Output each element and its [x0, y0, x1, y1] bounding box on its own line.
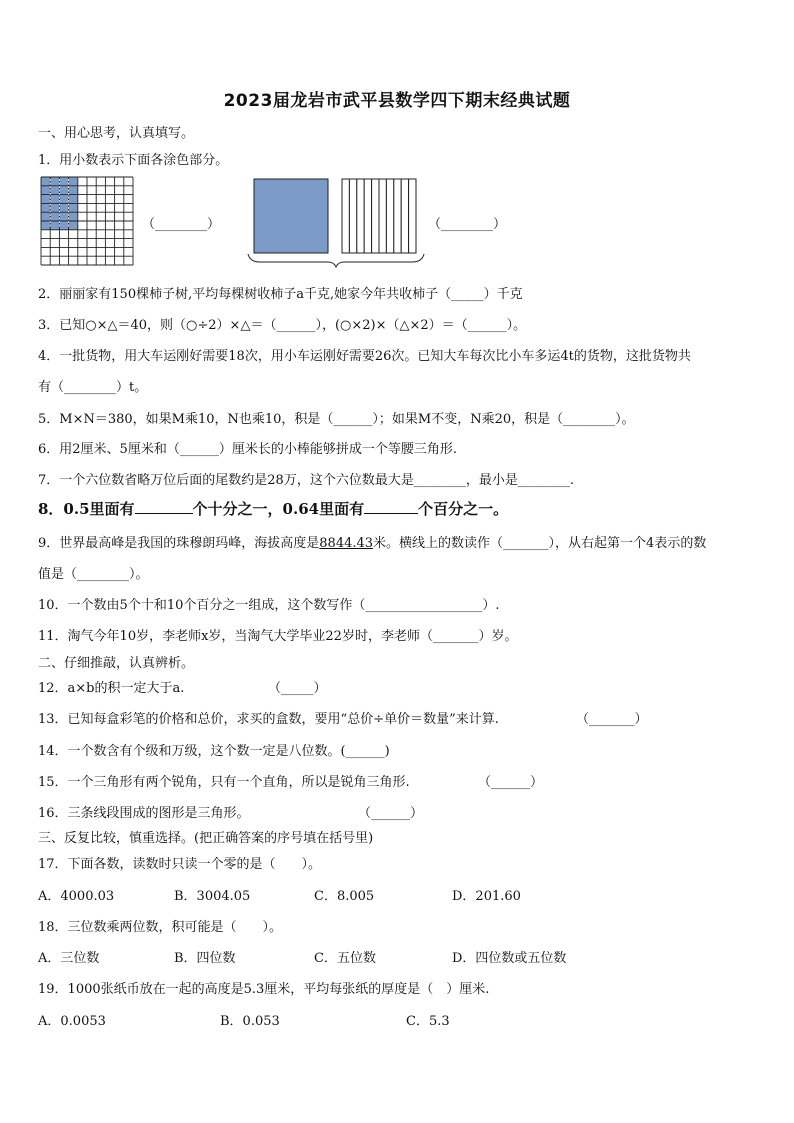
question-2: 2．丽丽家有150棵柿子树,平均每棵树收柿子a千克,她家今年共收柿子（_____）千克 — [38, 287, 523, 302]
tenth-strip — [386, 179, 393, 253]
question-9-line-2: 值是（________）。 — [38, 567, 149, 582]
question-8-blank-2 — [364, 501, 418, 514]
question-9-underlined-number: 8844.43 — [319, 536, 374, 551]
question-7: 7．一个六位数省略万位后面的尾数约是28万，这个六位数最大是________，最小是________. — [38, 473, 574, 488]
question-8-part-3: 个百分之一。 — [418, 500, 509, 518]
question-11: 11．淘气今年10岁，李老师x岁，当淘气大学毕业22岁时，李老师（_______）岁。 — [38, 629, 518, 644]
square-and-strips-figure — [246, 174, 426, 268]
question-8-part-2: 个十分之一，0.64里面有 — [192, 500, 365, 518]
tenth-strip — [357, 179, 364, 253]
section-1-heading: 一、用心思考，认真填写。 — [38, 126, 195, 141]
question-13: 13．已知每盒彩笔的价格和总价，求买的盒数，要用“总价÷单价＝数量”来计算. — [38, 712, 499, 727]
tenth-strip — [401, 179, 408, 253]
q18-option-b: B．四位数 — [174, 951, 236, 966]
curly-brace — [248, 254, 424, 267]
question-9-text-2: 米。横线上的数读作（_______），从右起第一个4表示的数 — [373, 536, 707, 551]
question-19: 19．1000张纸币放在一起的高度是5.3厘米，平均每张纸的厚度是（ ）厘米. — [38, 982, 490, 997]
question-15: 15．一个三角形有两个锐角，只有一个直角，所以是锐角三角形. — [38, 775, 410, 790]
tenth-strip — [394, 179, 401, 253]
question-4-line-1: 4．一批货物，用大车运刚好需要18次，用小车运刚好需要26次。已知大车每次比小车多运4t的货物，这批货物共 — [38, 349, 691, 364]
tenth-strip — [372, 179, 379, 253]
question-4-line-2: 有（________）t。 — [38, 380, 148, 395]
tenth-strip — [349, 179, 356, 253]
question-8 — [38, 498, 508, 519]
answer-blank-fig1: （________） — [142, 217, 221, 232]
q17-option-b: B．3004.05 — [174, 889, 251, 904]
question-9-text-1: 9．世界最高峰是我国的珠穆朗玛峰，海拔高度是 — [38, 536, 320, 551]
section-3-heading: 三、反复比较，慎重选择。(把正确答案的序号填在括号里) — [38, 831, 374, 846]
question-8-part-1: 8．0.5里面有 — [38, 500, 135, 518]
question-3: 3．已知○×△＝40，则（○÷2）×△＝（______），(○×2)×（△×2）＝（______）。 — [38, 318, 527, 333]
question-6: 6．用2厘米、5厘米和（______）厘米长的小棒能够拼成一个等腰三角形. — [38, 442, 457, 457]
question-17: 17．下面各数，读数时只读一个零的是（ ）。 — [38, 857, 322, 872]
page-title: 2023届龙岩市武平县数学四下期末经典试题 — [223, 91, 571, 111]
question-12: 12．a×b的积一定大于a. — [38, 681, 185, 696]
answer-blank-fig2: （________） — [428, 217, 507, 232]
q17-option-d: D．201.60 — [452, 889, 521, 904]
question-16: 16．三条线段围成的图形是三角形。 — [38, 806, 250, 821]
question-14: 14．一个数含有个级和万级，这个数一定是八位数。(______) — [38, 744, 390, 759]
q18-option-d: D．四位数或五位数 — [452, 951, 567, 966]
tenth-strip — [342, 179, 349, 253]
tenth-strip — [364, 179, 371, 253]
q19-option-b: B．0.053 — [220, 1014, 280, 1029]
hundred-grid-figure — [40, 176, 134, 266]
question-16-answer-blank: （______） — [358, 806, 424, 821]
section-2-heading: 二、仔细推敲，认真辨析。 — [38, 656, 195, 671]
tenth-strip — [379, 179, 386, 253]
question-5: 5．M×N＝380，如果M乘10，N也乘10，积是（______）；如果M不变，N乘20，积是（________）。 — [38, 412, 635, 427]
question-12-answer-blank: （_____） — [268, 681, 327, 696]
question-10: 10．一个数由5个十和10个百分之一组成，这个数写作（__________________）. — [38, 598, 500, 613]
question-15-answer-blank: （______） — [478, 775, 544, 790]
shaded-whole-square — [254, 179, 328, 253]
q19-option-c: C．5.3 — [406, 1014, 450, 1029]
q19-option-a: A．0.0053 — [38, 1014, 106, 1029]
question-1: 1．用小数表示下面各涂色部分。 — [38, 153, 229, 168]
q18-option-a: A．三位数 — [38, 951, 100, 966]
question-9-line-1 — [38, 532, 706, 551]
q17-option-a: A．4000.03 — [38, 889, 115, 904]
tenth-strip — [409, 179, 416, 253]
question-8-blank-1 — [135, 501, 193, 514]
q17-option-c: C．8.005 — [314, 889, 375, 904]
question-13-answer-blank: （_______） — [576, 712, 648, 727]
q18-option-c: C．五位数 — [314, 951, 376, 966]
question-18: 18．三位数乘两位数，积可能是（ ）。 — [38, 920, 283, 935]
